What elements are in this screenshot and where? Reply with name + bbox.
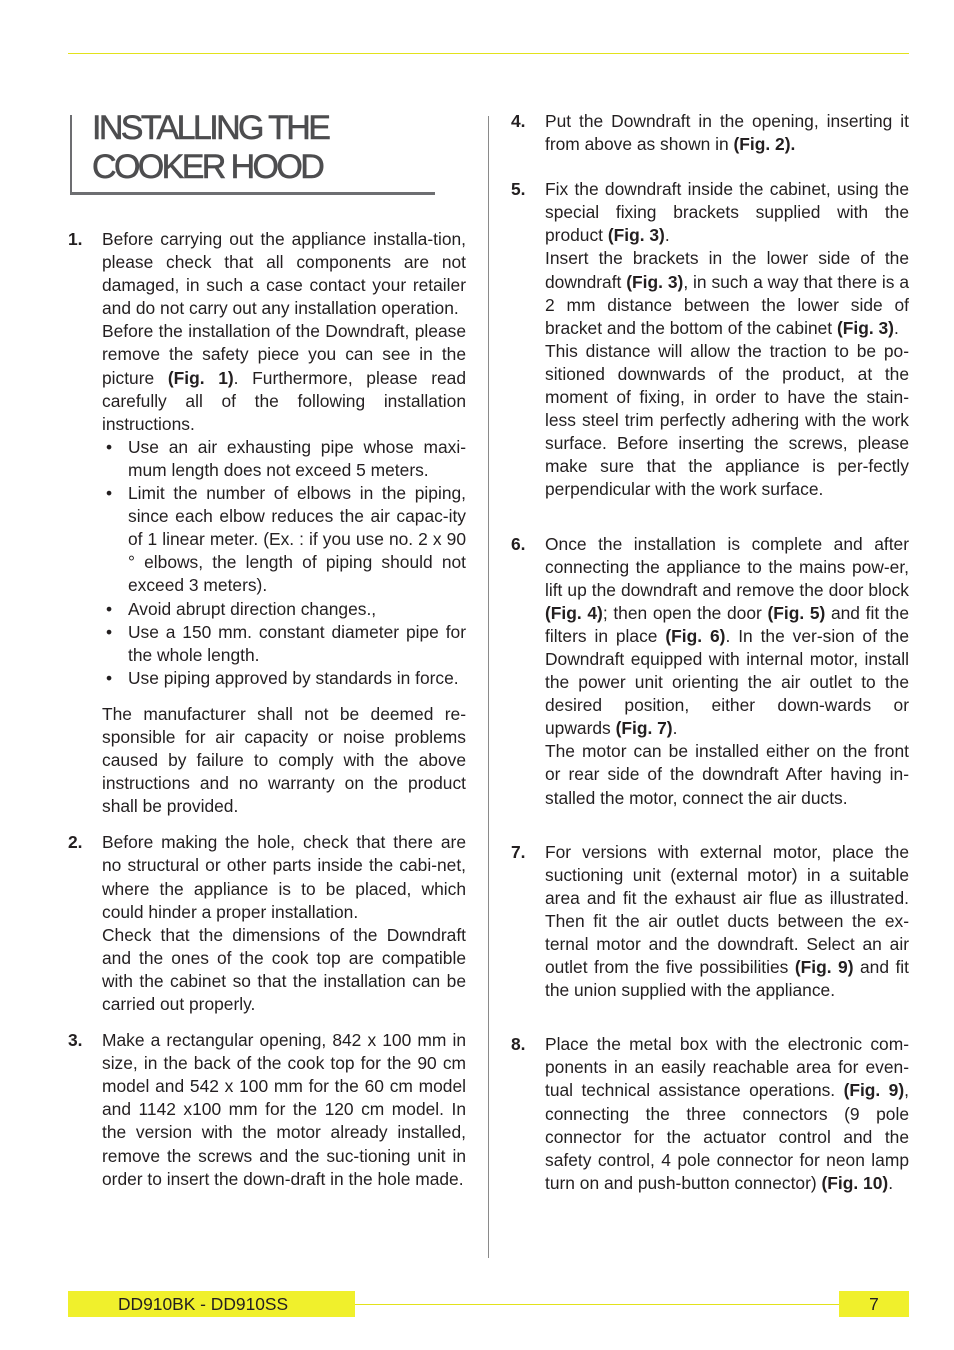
step-paragraph: Before making the hole, check that there are no structural or other parts inside the cabi-net, where the appliance is to be placed, which could hinder a proper installation. <box>102 832 466 922</box>
list-item: • Use an air exhausting pipe whose maxi-mum length does not exceed 5 meters. <box>102 436 466 482</box>
figure-ref: (Fig. 10) <box>821 1172 889 1193</box>
figure-ref: (Fig. 7) <box>615 718 673 739</box>
step-4 <box>511 110 909 156</box>
step-paragraph: Once the installation is complete and after connecting the appliance to the mains pow-er, lift up the downdraft and remove the door block (Fig. 4); then open the door (Fig. 5) and fit the filters in place (Fig. 6). In the ver-sion of the Downdraft equipped with internal motor, install the power unit orienting the air outlet to the desired position, either down-wards or upwards (Fig. 7). <box>545 533 910 739</box>
figure-ref: (Fig. 9) <box>843 1080 905 1101</box>
step-paragraph: This distance will allow the traction to be po-sitioned downwards of the product, at the moment of fixing, in order to have the stain-less steel trim perfectly adhering with the work surface. Before inserting the screws, please make sure that the appliance is per-fectly perpendicular with the work surface. <box>545 340 909 500</box>
step-paragraph: For versions with external motor, place the suctioning unit (external motor) in a suitable area and fit the exhaust air flue as illustrated. Then fit the air outlet ducts between the ex-ternal motor and the downdraft. Select an air outlet from the five possibilities (Fig. 9) and fit the union supplied with the appliance. <box>545 841 909 1001</box>
right-column <box>511 110 909 1195</box>
step-paragraph: Place the metal box with the electronic com-ponents in an easily reachable area for even-tual technical assistance operations. (Fig. 9), connecting the three connectors (9 pole connector for the actuator control and the safety control, 4 pole connector for neon lamp turn on and push-button connector) (Fig. 10). <box>545 1034 909 1193</box>
title-line-1: INSTALLING THE <box>92 109 329 147</box>
figure-ref: (Fig. 4) <box>545 602 603 623</box>
footer-model-badge <box>68 1291 355 1317</box>
step-number: 1. <box>68 229 83 249</box>
step-number: 4. <box>511 111 526 131</box>
figure-ref: (Fig. 3) <box>607 225 665 246</box>
section-title-box <box>70 109 435 195</box>
list-item: • Avoid abrupt direction changes., <box>102 598 466 621</box>
top-rule <box>68 53 909 54</box>
figure-ref: (Fig. 9) <box>794 957 854 978</box>
step-3 <box>68 1029 466 1191</box>
step-6 <box>511 533 909 810</box>
requirements-list <box>102 436 466 690</box>
step-1 <box>68 228 466 818</box>
footer-page-badge <box>839 1291 909 1317</box>
step-paragraph: Fix the downdraft inside the cabinet, using the special fixing brackets supplied with the product (Fig. 3). <box>545 179 909 246</box>
page-title <box>92 109 328 187</box>
step-number: 2. <box>68 832 83 853</box>
step-number: 7. <box>511 841 526 862</box>
step-paragraph: The motor can be installed either on the front or rear side of the downdraft After having in-stalled the motor, connect the air ducts. <box>545 741 909 808</box>
step-number: 5. <box>511 179 526 200</box>
footer-model: DD910BK - DD910SS <box>118 1294 289 1314</box>
step-paragraph: The manufacturer shall not be deemed re-sponsible for air capacity or noise problems caused by failure to comply with the above instructions and no warranty on the product shall be provided. <box>102 703 466 817</box>
step-2 <box>68 831 466 1016</box>
list-item: • Limit the number of elbows in the piping, since each elbow reduces the air capac-ity of 1 linear meter. (Ex. : if you use no. 2 x 90 ° elbows, the length of piping should not exceed 3 meters). <box>102 482 466 597</box>
footer-rule <box>355 1304 839 1305</box>
title-line-2: COOKER HOOD <box>92 148 323 186</box>
step-paragraph: Before the installation of the Downdraft, please remove the safety piece you can see in the picture (Fig. 1). Furthermore, please read carefully all of the following installation instructions. <box>102 321 467 434</box>
figure-ref: (Fig. 3) <box>626 271 684 292</box>
step-7 <box>511 841 909 1003</box>
step-8 <box>511 1033 909 1195</box>
column-divider <box>488 116 489 1258</box>
list-item: • Use piping approved by standards in force. <box>102 667 466 690</box>
figure-ref: (Fig. 2). <box>733 134 796 155</box>
step-paragraph: Check that the dimensions of the Downdraft and the ones of the cook top are compatible with the cabinet so that the installation can be carried out properly. <box>102 924 466 1014</box>
step-paragraph: Before carrying out the appliance installa-tion, please check that all components are not damaged, in such a case contact your retailer and do not carry out any installation operation. <box>102 229 466 319</box>
step-paragraph: Insert the brackets in the lower side of the downdraft (Fig. 3), in such a way that there is a 2 mm distance between the lower side of bracket and the bottom of the cabinet (Fig. 3). <box>545 248 909 338</box>
step-number: 3. <box>68 1030 83 1051</box>
left-column <box>68 228 466 1191</box>
figure-ref: (Fig. 3) <box>836 317 894 338</box>
list-item: • Use a 150 mm. constant diameter pipe for the whole length. <box>102 621 466 667</box>
step-paragraph: Make a rectangular opening, 842 x 100 mm in size, in the back of the cook top for the 90 cm model and 542 x 100 mm for the 60 cm model and 1142 x100 mm for the 120 cm model. In the version with the motor already installed, remove the screws and the suc-tioning unit in order to insert the down-draft in the hole made. <box>102 1030 466 1189</box>
figure-ref: (Fig. 5) <box>767 602 826 623</box>
figure-ref: (Fig. 6) <box>665 625 726 646</box>
figure-ref: (Fig. 1) <box>167 367 234 388</box>
step-paragraph: Put the Downdraft in the opening, inserting it from above as shown in (Fig. 2). <box>545 111 909 155</box>
step-number: 8. <box>511 1034 526 1055</box>
step-number: 6. <box>511 533 526 554</box>
step-5 <box>511 178 909 501</box>
page-number: 7 <box>869 1294 879 1314</box>
